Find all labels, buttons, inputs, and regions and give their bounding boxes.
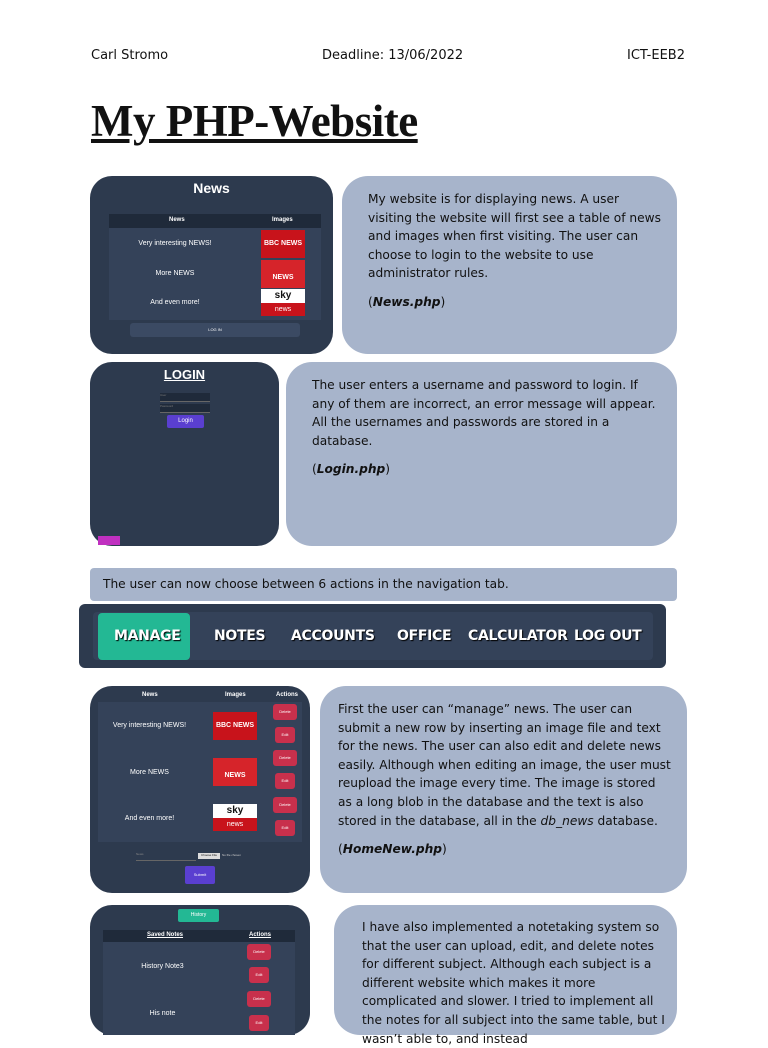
manage-db-name: db_news xyxy=(540,813,594,828)
delete-button[interactable]: Delete xyxy=(273,704,297,720)
manage-bbc-logo: BBC NEWS xyxy=(213,712,257,740)
login-file-ref: Login.php xyxy=(316,462,386,477)
note-row-2: His note xyxy=(149,1010,176,1017)
login-screenshot xyxy=(90,362,279,546)
col-news-header: News xyxy=(169,217,185,223)
notes-col-actions: Actions xyxy=(249,932,272,938)
news-file-ref: News.php xyxy=(372,294,441,309)
manage-screenshot xyxy=(90,686,310,893)
login-heading: LOGIN xyxy=(163,367,206,382)
news-text-input[interactable]: News xyxy=(136,852,196,861)
note-delete-button[interactable]: Delete xyxy=(247,944,271,960)
news-table-header xyxy=(109,214,321,228)
note-edit-button[interactable]: Edit xyxy=(249,1015,269,1031)
submit-button[interactable]: Submit xyxy=(185,866,215,884)
manage-row-1: Very interesting NEWS! xyxy=(112,722,187,729)
news-description-text: My website is for displaying news. A user visiting the website will first see a table of news and images when first visiting. The user can choose to login to the website to use administrator rules. xyxy=(368,192,661,281)
nav-notes[interactable]: NOTES xyxy=(214,628,266,644)
manage-row-2: More NEWS xyxy=(130,769,169,776)
corner-button[interactable] xyxy=(98,536,120,545)
manage-nbc-logo: NEWS xyxy=(213,758,257,786)
manage-sky-news-logo: news xyxy=(213,818,257,831)
bbc-news-logo: BBC NEWS xyxy=(261,230,305,258)
notes-screenshot xyxy=(90,905,310,1035)
news-row-1: Very interesting NEWS! xyxy=(138,240,212,247)
nav-office[interactable]: OFFICE xyxy=(397,628,452,644)
manage-file-ref: HomeNew.php xyxy=(342,842,443,857)
edit-button[interactable]: Edit xyxy=(275,773,295,789)
notes-table-header xyxy=(103,930,295,942)
username-field[interactable]: User xyxy=(160,393,210,402)
history-button[interactable]: History xyxy=(178,909,219,922)
manage-row-3: And even more! xyxy=(124,815,175,822)
manage-col-images: Images xyxy=(225,692,246,698)
col-images-header: Images xyxy=(272,217,293,223)
note-delete-button[interactable]: Delete xyxy=(247,991,271,1007)
nav-accounts[interactable]: ACCOUNTS xyxy=(291,628,375,644)
sky-logo: sky xyxy=(261,289,305,303)
manage-col-news: News xyxy=(142,692,158,698)
deadline-text: Deadline: 13/06/2022 xyxy=(322,48,464,63)
nav-calculator[interactable]: CALCULATOR xyxy=(468,628,568,644)
manage-description: First the user can “manage” news. The user can submit a new row by inserting an image file and text for the news. The user can also edit and delete news easily. Although when editing an image, the user must reupload the image every time. The image is stored as a long blob in the database and the text is also stored in the database, all in the db_news database. (HomeNew.php) xyxy=(320,686,687,893)
nav-note: The user can now choose between 6 actions in the navigation tab. xyxy=(90,568,677,601)
author-name: Carl Stromo xyxy=(91,48,169,63)
news-row-3: And even more! xyxy=(150,299,200,306)
news-heading: News xyxy=(193,180,230,196)
note-row-1: History Note3 xyxy=(141,963,184,970)
nav-logout[interactable]: LOG OUT xyxy=(574,628,642,644)
choose-file-button[interactable]: Choose File xyxy=(198,853,220,859)
password-field[interactable]: Password xyxy=(160,404,210,413)
delete-button[interactable]: Delete xyxy=(273,750,297,766)
edit-button[interactable]: Edit xyxy=(275,820,295,836)
nav-manage[interactable]: MANAGE xyxy=(114,628,181,644)
notes-description xyxy=(334,905,677,1046)
page-title: My PHP-Website xyxy=(91,96,418,146)
note-edit-button[interactable]: Edit xyxy=(249,967,269,983)
news-row-2: More NEWS xyxy=(155,270,195,277)
course-code: ICT-EEB2 xyxy=(627,48,685,63)
manage-col-actions: Actions xyxy=(276,692,299,698)
sky-news-logo: news xyxy=(261,303,305,316)
login-description-text: The user enters a username and password to login. If any of them are incorrect, an error message will appear. All the usernames and passwords are stored in a database. xyxy=(312,378,656,448)
no-file-label: No file chosen xyxy=(222,853,242,857)
edit-button[interactable]: Edit xyxy=(275,727,295,743)
manage-table-header xyxy=(98,690,302,702)
manage-text-b: database. xyxy=(593,813,658,828)
login-submit-button[interactable]: Login xyxy=(167,415,204,428)
manage-text-a: First the user can “manage” news. The user can submit a new row by inserting an image file and text for the news. The user can also edit and delete news easily. Although when editing an image, the user must reupload the image every time. The image is stored as a long blob in the database and the text is also stored in the database, all in the xyxy=(338,702,671,828)
login-description: The user enters a username and password to login. If any of them are incorrect, an error message will appear. All the usernames and passwords are stored in a database. (Login.php) xyxy=(286,362,677,546)
login-button[interactable]: LOG IN xyxy=(130,323,300,337)
manage-sky-logo: sky xyxy=(213,804,257,818)
nbc-news-logo: NEWS xyxy=(261,260,305,288)
notes-col-saved: Saved Notes xyxy=(147,932,184,938)
news-description: My website is for displaying news. A user visiting the website will first see a table of news and images when first visiting. The user can choose to login to the website to use administrator rules. (News.php) xyxy=(342,176,677,354)
news-screenshot xyxy=(90,176,333,354)
notes-description-text: I have also implemented a notetaking system so that the user can upload, edit, and delete notes for different subject. Although each subject is a different website which makes it more complicated and slower. I tried to implement all the notes for all subject into the same table, but I wasn’t able to, and instead xyxy=(362,920,665,1046)
navigation-screenshot xyxy=(79,604,666,668)
delete-button[interactable]: Delete xyxy=(273,797,297,813)
